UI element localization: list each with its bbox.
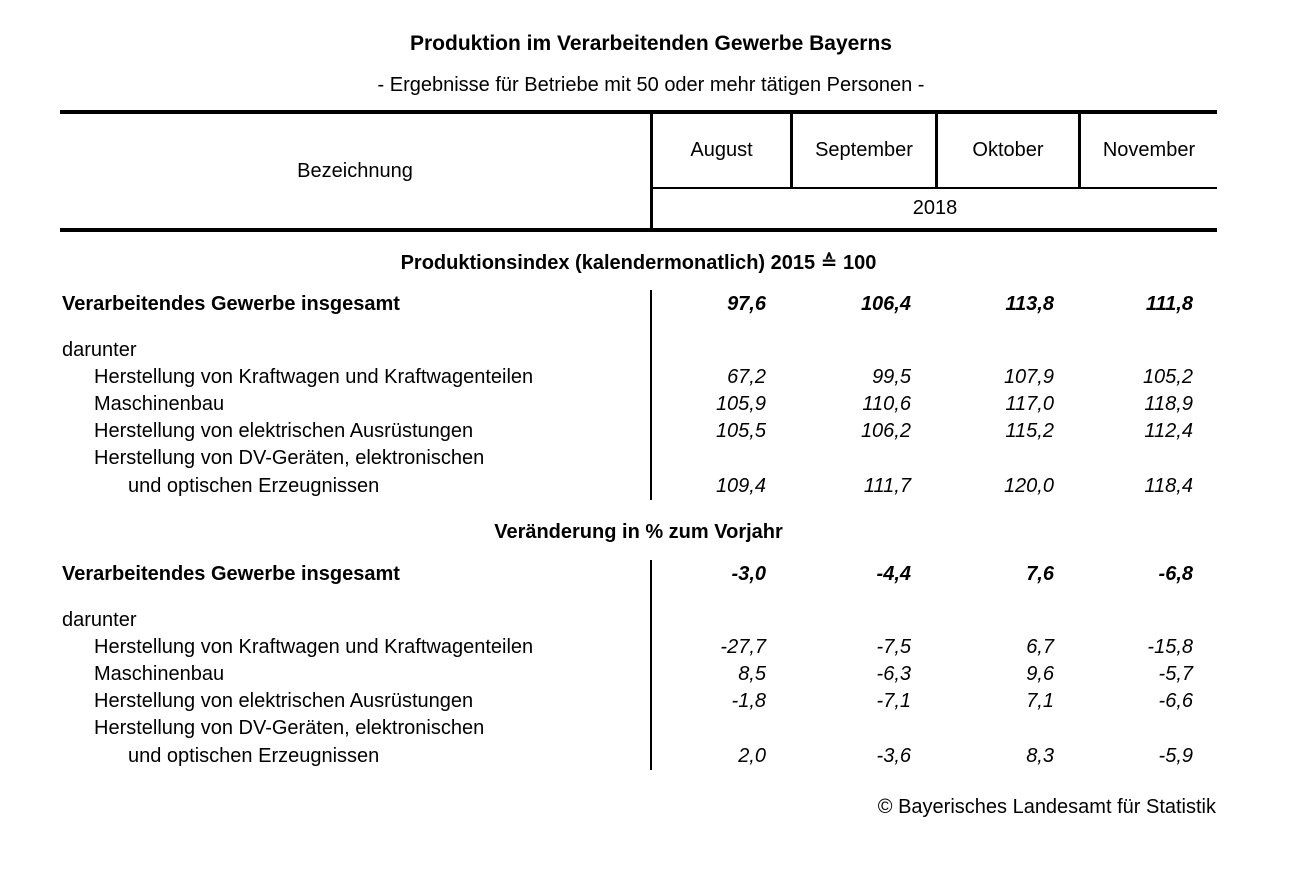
value-cell: -6,6 [1158, 690, 1193, 712]
value-cell: -7,5 [876, 636, 911, 658]
value-cell: -4,4 [876, 562, 911, 585]
table-row [60, 661, 1217, 688]
row-label: Herstellung von DV-Geräten, elektronischen [94, 447, 485, 469]
spacer-row [60, 588, 1217, 607]
value-cell: 105,2 [1142, 366, 1193, 388]
section-heading-veraenderung: Veränderung in % zum Vorjahr [494, 521, 783, 543]
value-cell: -5,9 [1158, 744, 1193, 767]
page-subtitle: - Ergebnisse für Betriebe mit 50 oder mehr tätigen Personen - [377, 74, 925, 96]
value-cell: 113,8 [1005, 292, 1054, 315]
column-header-november: November [1078, 114, 1217, 187]
value-cell: 2,0 [738, 744, 766, 767]
table-row [60, 364, 1217, 391]
value-cell: 107,9 [1003, 366, 1054, 388]
value-cell: 117,0 [1005, 393, 1054, 415]
row-label: Maschinenbau [94, 393, 225, 415]
value-cell: 111,8 [1145, 292, 1193, 315]
value-cell: 97,6 [727, 292, 766, 315]
value-cell: -3,0 [731, 562, 766, 585]
row-label: Maschinenbau [94, 663, 225, 685]
column-header-september: September [790, 114, 935, 187]
table-row [60, 560, 1217, 588]
table-row [60, 337, 1217, 364]
header-months-area [650, 114, 1217, 228]
column-header-oktober: Oktober [935, 114, 1078, 187]
table-row [60, 391, 1217, 418]
value-cell: 120,0 [1003, 474, 1054, 497]
value-cell: 118,4 [1144, 474, 1193, 497]
group-label: darunter [62, 339, 137, 361]
section-rows-produktionsindex [60, 290, 1217, 500]
value-cell: 8,3 [1026, 744, 1054, 767]
value-cell: 110,6 [862, 393, 911, 415]
table-row [60, 472, 1217, 500]
value-cell: -6,8 [1158, 562, 1193, 585]
value-cell: 105,9 [715, 393, 766, 415]
value-cell: -6,3 [876, 663, 911, 685]
spacer-row [60, 318, 1217, 337]
value-cell: 7,6 [1026, 562, 1054, 585]
table-row [60, 715, 1217, 742]
header-months-row [653, 114, 1217, 189]
value-cell: -27,7 [720, 636, 766, 658]
value-cell: -5,7 [1158, 663, 1193, 685]
group-label: darunter [62, 609, 137, 631]
value-cell: 8,5 [738, 663, 766, 685]
row-label: Herstellung von elektrischen Ausrüstungen [94, 690, 474, 712]
row-label: Herstellung von DV-Geräten, elektronischen [94, 717, 485, 739]
table-row [60, 290, 1217, 318]
value-cell: 99,5 [872, 366, 911, 388]
value-cell: 111,7 [863, 474, 911, 497]
value-cell: -15,8 [1147, 636, 1193, 658]
copyright-notice: © Bayerisches Landesamt für Statistik [877, 796, 1216, 818]
column-header-august: August [690, 139, 753, 161]
table-row [60, 607, 1217, 634]
page-title: Produktion im Verarbeitenden Gewerbe Bayerns [410, 32, 892, 55]
row-label: und optischen Erzeugnissen [128, 474, 380, 497]
value-cell: 106,2 [860, 420, 911, 442]
value-cell: -1,8 [731, 690, 766, 712]
row-label: Herstellung von Kraftwagen und Kraftwagenteilen [94, 636, 534, 658]
table-row [60, 742, 1217, 770]
value-cell: -3,6 [876, 744, 911, 767]
value-cell: 7,1 [1026, 690, 1054, 712]
row-label: Verarbeitendes Gewerbe insgesamt [62, 292, 400, 315]
value-cell: 9,6 [1026, 663, 1054, 685]
header-year: 2018 [912, 197, 958, 219]
value-cell: 106,4 [860, 292, 911, 315]
value-cell: 6,7 [1026, 636, 1054, 658]
row-label: und optischen Erzeugnissen [128, 744, 380, 767]
table-header [60, 110, 1217, 232]
table-row [60, 418, 1217, 445]
table-row [60, 688, 1217, 715]
row-label: Herstellung von elektrischen Ausrüstungen [94, 420, 474, 442]
header-label-column: Bezeichnung [297, 159, 413, 182]
value-cell: 115,2 [1005, 420, 1054, 442]
value-cell: 112,4 [1144, 420, 1193, 442]
row-label: Herstellung von Kraftwagen und Kraftwagenteilen [94, 366, 534, 388]
row-label: Verarbeitendes Gewerbe insgesamt [62, 562, 400, 585]
table-row [60, 445, 1217, 472]
value-cell: 105,5 [715, 420, 766, 442]
value-cell: 118,9 [1144, 393, 1193, 415]
value-cell: 67,2 [727, 366, 766, 388]
value-cell: -7,1 [876, 690, 911, 712]
table-row [60, 634, 1217, 661]
value-cell: 109,4 [715, 474, 766, 497]
section-rows-veraenderung [60, 560, 1217, 770]
section-heading-produktionsindex: Produktionsindex (kalendermonatlich) 2015 ≙ 100 [400, 252, 877, 274]
